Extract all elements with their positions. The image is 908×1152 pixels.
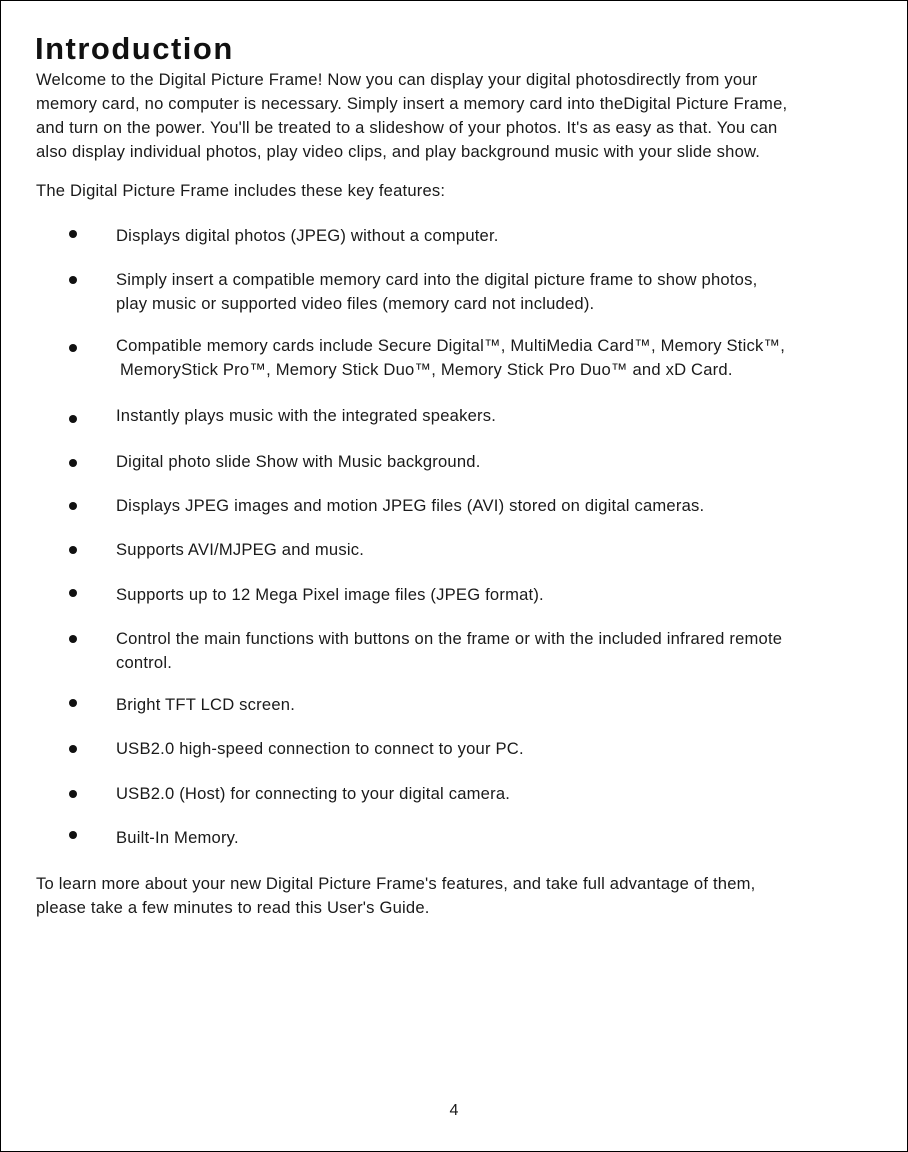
feature-item <box>1 494 907 542</box>
bullet-icon <box>69 459 77 467</box>
feature-text-line: Simply insert a compatible memory card into the digital picture frame to show photos, <box>116 270 758 289</box>
feature-text-line: Built-In Memory. <box>116 828 239 847</box>
feature-text-line: Displays digital photos (JPEG) without a computer. <box>116 226 499 245</box>
page-number: 4 <box>449 1102 459 1119</box>
bullet-icon <box>69 790 77 798</box>
bullet-icon <box>69 415 77 423</box>
feature-text <box>116 494 704 518</box>
closing-line: please take a few minutes to read this User's Guide. <box>36 898 430 917</box>
feature-item <box>1 404 907 452</box>
feature-text <box>116 224 499 248</box>
feature-text <box>116 826 239 850</box>
bullet-icon <box>69 276 77 284</box>
feature-text <box>116 404 496 428</box>
feature-item <box>1 224 907 272</box>
feature-item <box>1 334 907 382</box>
feature-text-line: Displays JPEG images and motion JPEG files (AVI) stored on digital cameras. <box>116 496 705 515</box>
bullet-icon <box>69 635 77 643</box>
bullet-icon <box>69 831 77 839</box>
feature-item <box>1 538 907 586</box>
feature-text <box>116 450 481 474</box>
feature-item <box>1 737 907 785</box>
feature-text-line: Supports up to 12 Mega Pixel image files (JPEG format). <box>116 585 544 604</box>
feature-text <box>116 782 510 806</box>
bullet-icon <box>69 589 77 597</box>
feature-text-line: USB2.0 high-speed connection to connect to your PC. <box>116 739 524 758</box>
intro-line: memory card, no computer is necessary. Simply insert a memory card into theDigital Picture Frame, <box>36 94 788 113</box>
feature-item <box>1 782 907 830</box>
bullet-icon <box>69 344 77 352</box>
feature-item <box>1 268 907 316</box>
feature-text-line: Digital photo slide Show with Music background. <box>116 452 481 471</box>
feature-text-line: MemoryStick Pro™, Memory Stick Duo™, Memory Stick Pro Duo™ and xD Card. <box>120 360 733 379</box>
feature-text <box>116 538 364 562</box>
feature-text <box>116 268 757 316</box>
feature-text-line: Instantly plays music with the integrated speakers. <box>116 406 497 425</box>
feature-text <box>116 693 295 717</box>
closing-paragraph <box>36 872 898 920</box>
feature-text-line: Supports AVI/MJPEG and music. <box>116 540 365 559</box>
feature-item <box>1 583 907 631</box>
intro-line: also display individual photos, play video clips, and play background music with your slide show. <box>36 142 761 161</box>
closing-line: To learn more about your new Digital Picture Frame's features, and take full advantage of them, <box>36 874 756 893</box>
feature-text-line: play music or supported video files (memory card not included). <box>116 294 595 313</box>
bullet-icon <box>69 699 77 707</box>
feature-text-line: Bright TFT LCD screen. <box>116 695 295 714</box>
feature-text-line: Compatible memory cards include Secure Digital™, MultiMedia Card™, Memory Stick™, <box>116 336 786 355</box>
feature-item <box>1 826 907 874</box>
feature-text <box>116 334 785 382</box>
feature-item <box>1 450 907 498</box>
feature-text-line: USB2.0 (Host) for connecting to your digital camera. <box>116 784 511 803</box>
feature-text-line: control. <box>116 653 173 672</box>
feature-text <box>116 737 524 761</box>
page-title: Introduction <box>35 31 234 66</box>
feature-item <box>1 693 907 741</box>
bullet-icon <box>69 502 77 510</box>
feature-text-line: Control the main functions with buttons on the frame or with the included infrared remote <box>116 629 783 648</box>
bullet-icon <box>69 230 77 238</box>
feature-text <box>116 583 544 607</box>
intro-line: and turn on the power. You'll be treated to a slideshow of your photos. It's as easy as that. You can <box>36 118 778 137</box>
intro-paragraph <box>36 68 898 164</box>
feature-item <box>1 627 907 675</box>
bullet-icon <box>69 546 77 554</box>
intro-line: Welcome to the Digital Picture Frame! Now you can display your digital photosdirectly from your <box>36 70 758 89</box>
feature-text <box>116 627 782 675</box>
bullet-icon <box>69 745 77 753</box>
features-heading: The Digital Picture Frame includes these key features: <box>36 181 446 200</box>
